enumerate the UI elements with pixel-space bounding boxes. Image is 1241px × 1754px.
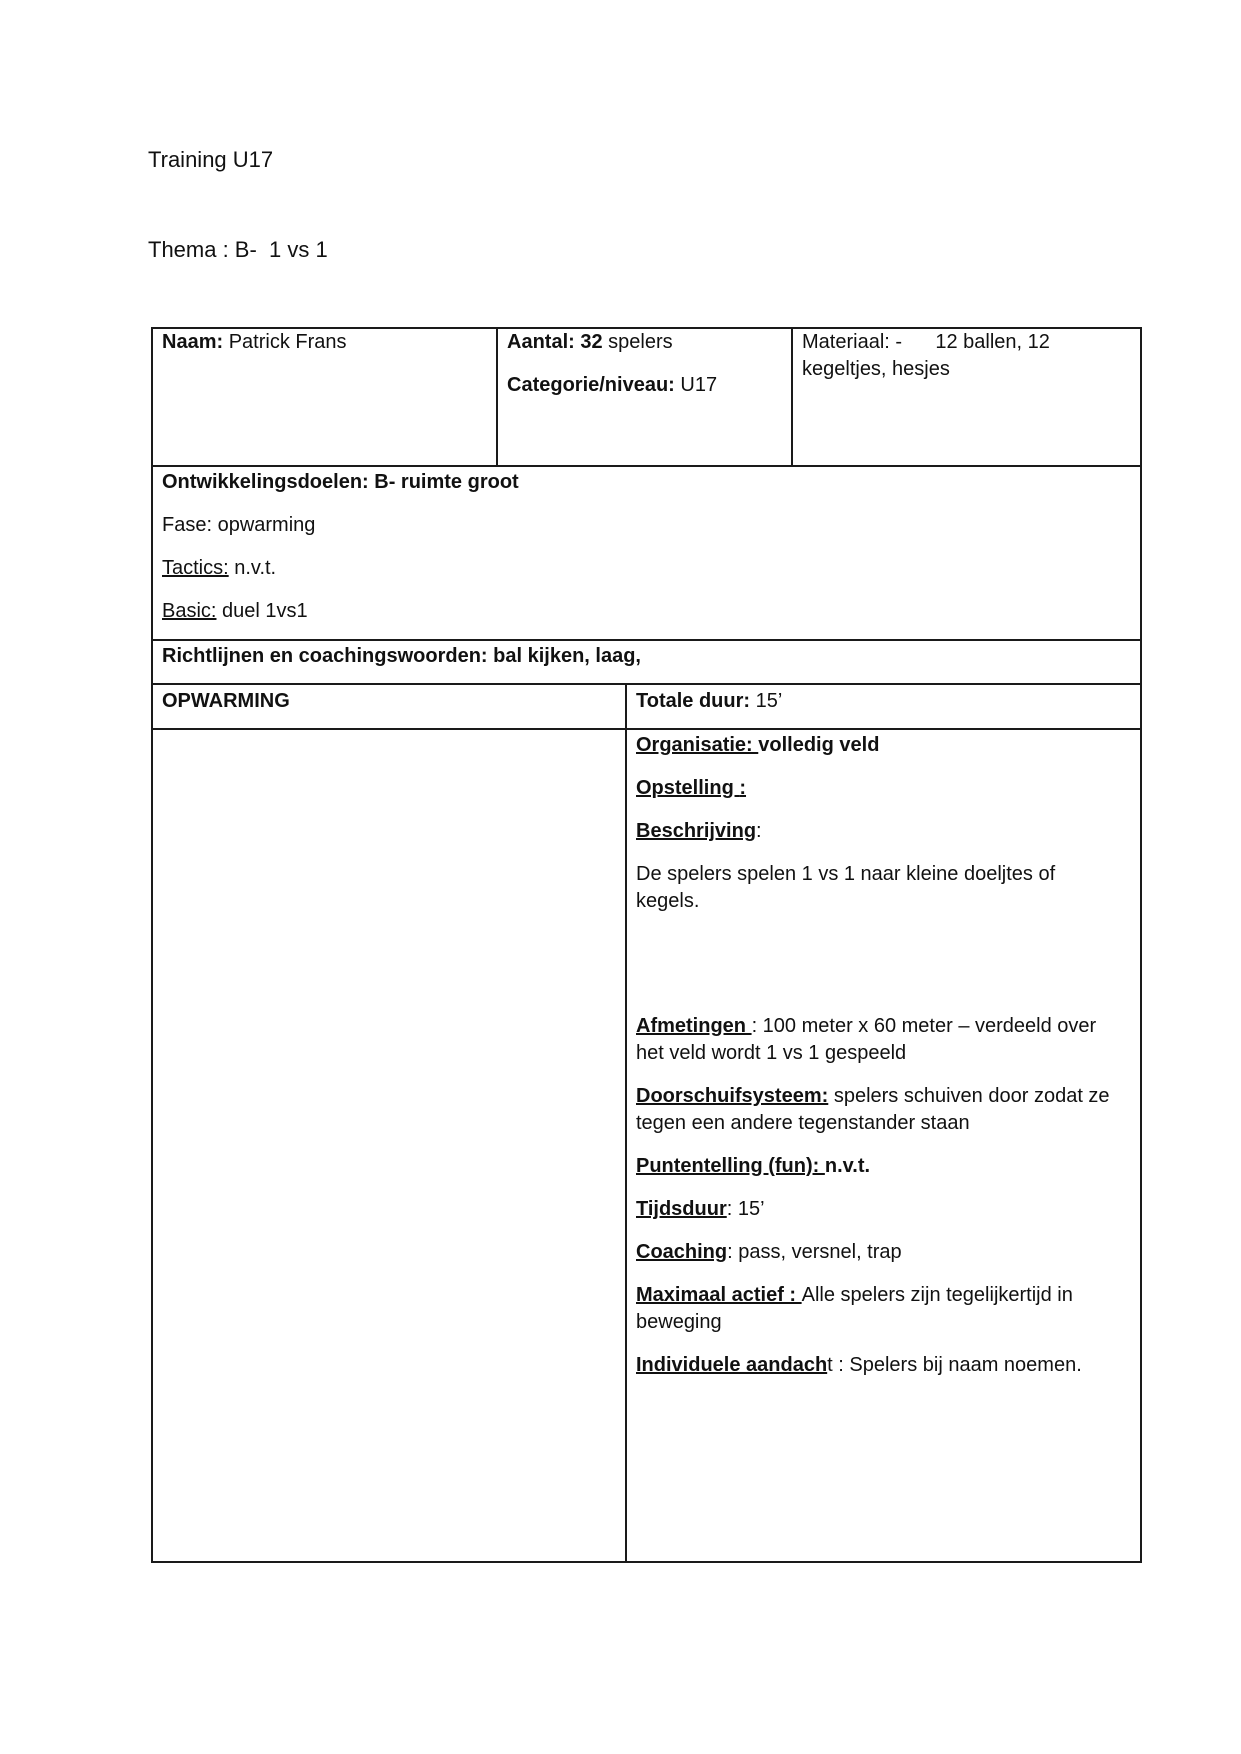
tactics-value: n.v.t.	[228, 557, 277, 579]
column-divider	[625, 683, 627, 1563]
duration-label: Totale duur:	[636, 690, 751, 712]
organisatie-label: Organisatie:	[636, 734, 759, 756]
fase-text: Fase: opwarming	[162, 514, 316, 536]
table-border-bottom	[151, 1561, 1142, 1563]
tijdsduur-label: Tijdsduur	[636, 1198, 727, 1220]
beschrijving-label: Beschrijving	[636, 820, 757, 842]
naam-value: Patrick Frans	[223, 331, 347, 353]
materiaal-cell	[802, 329, 1132, 383]
tijdsduur-value: : 15’	[726, 1198, 765, 1220]
duration-value: 15’	[750, 690, 783, 712]
punten-value: n.v.t.	[824, 1155, 871, 1177]
guidelines-text: Richtlijnen en coachingswoorden: bal kijken, laag,	[162, 645, 641, 667]
column-divider	[791, 327, 793, 467]
afmetingen-line: het veld wordt 1 vs 1 gespeeld	[636, 1042, 907, 1064]
aantal-cell	[507, 329, 782, 399]
individuele-value: t : Spelers bij naam noemen.	[827, 1354, 1082, 1376]
tactics-label: Tactics:	[162, 557, 229, 579]
opstelling-label: Opstelling	[636, 777, 740, 799]
goals-title: Ontwikkelingsdoelen: B- ruimte groot	[162, 471, 519, 493]
maximaal-line: beweging	[636, 1311, 722, 1333]
categorie-value: U17	[674, 374, 718, 396]
section-name: OPWARMING	[162, 690, 290, 712]
coaching-value: : pass, versnel, trap	[727, 1241, 902, 1263]
duration-cell	[636, 688, 1126, 715]
exercise-diagram-area	[162, 732, 612, 1552]
basic-value: duel 1vs1	[216, 600, 308, 622]
beschrijving-suffix: :	[756, 820, 762, 842]
document-title: Training U17	[148, 147, 274, 172]
section-name-cell	[162, 688, 612, 715]
spacer	[636, 915, 1136, 1013]
beschrijving-line: De spelers spelen 1 vs 1 naar kleine doeljtes of	[636, 863, 1056, 885]
details-cell	[636, 732, 1136, 1395]
basic-label: Basic:	[162, 600, 217, 622]
table-border-left	[151, 327, 153, 1563]
afmetingen-line: : 100 meter x 60 meter – verdeeld over	[751, 1015, 1097, 1037]
table-border-right	[1140, 327, 1142, 1563]
materiaal-line: kegeltjes, hesjes	[802, 358, 950, 380]
doorschuif-line: tegen een andere tegenstander staan	[636, 1112, 970, 1134]
aantal-label: Aantal:	[507, 331, 575, 353]
categorie-label: Categorie/niveau:	[507, 374, 675, 396]
beschrijving-line: kegels.	[636, 890, 700, 912]
naam-label: Naam:	[162, 331, 224, 353]
afmetingen-label: Afmetingen	[636, 1015, 752, 1037]
organisatie-value: volledig veld	[758, 734, 880, 756]
column-divider	[496, 327, 498, 467]
aantal-unit: spelers	[602, 331, 673, 353]
aantal-number: 32	[574, 331, 603, 353]
coaching-label: Coaching	[636, 1241, 728, 1263]
punten-label: Puntentelling (fun):	[636, 1155, 825, 1177]
doorschuif-label: Doorschuifsysteem:	[636, 1085, 829, 1107]
row-divider	[151, 465, 1142, 467]
guidelines-cell	[162, 643, 1122, 670]
individuele-label: Individuele aandach	[636, 1354, 828, 1376]
doorschuif-line: spelers schuiven door zodat ze	[828, 1085, 1110, 1107]
opstelling-suffix: :	[739, 777, 747, 799]
goals-cell	[162, 469, 1122, 641]
naam-cell	[162, 329, 487, 356]
document-theme: Thema : B- 1 vs 1	[148, 237, 328, 262]
maximaal-line: Alle spelers zijn tegelijkertijd in	[801, 1284, 1073, 1306]
materiaal-line: Materiaal: - 12 ballen, 12	[802, 331, 1050, 353]
maximaal-label: Maximaal actief :	[636, 1284, 802, 1306]
row-divider	[151, 683, 1142, 685]
row-divider	[151, 728, 1142, 730]
